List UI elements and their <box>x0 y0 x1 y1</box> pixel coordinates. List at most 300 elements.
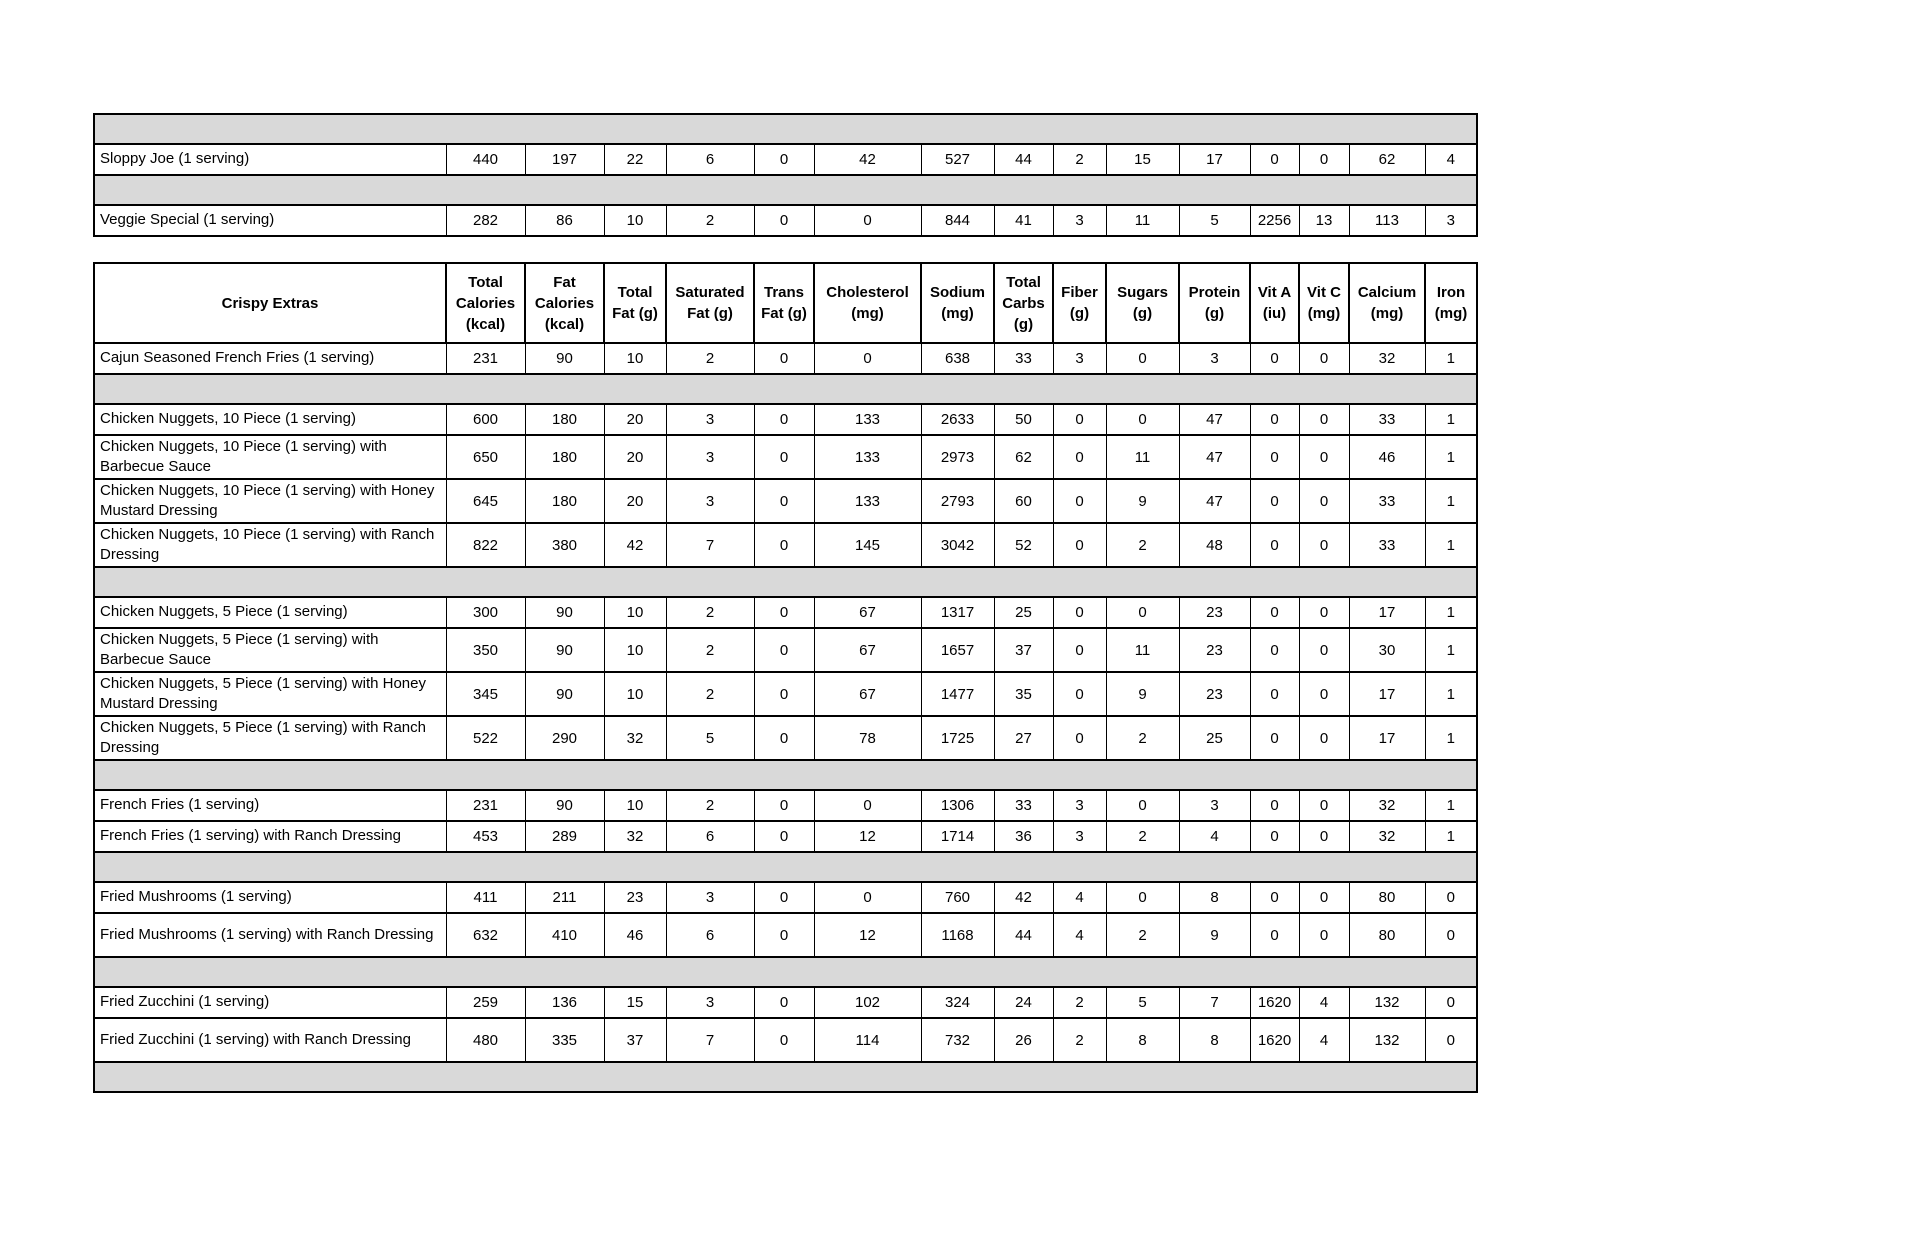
nutrition-value-cell: 46 <box>604 913 666 957</box>
nutrition-value-cell: 2793 <box>921 479 994 523</box>
nutrition-value-cell: 0 <box>754 404 814 435</box>
nutrition-value-cell: 2 <box>1106 821 1179 852</box>
nutrition-value-cell: 10 <box>604 343 666 374</box>
nutrition-value-cell: 37 <box>604 1018 666 1062</box>
nutrition-value-cell: 6 <box>666 913 754 957</box>
nutrition-value-cell: 1 <box>1425 821 1477 852</box>
nutrition-value-cell: 760 <box>921 882 994 913</box>
table-row <box>94 479 1477 523</box>
nutrition-value-cell: 732 <box>921 1018 994 1062</box>
nutrition-value-cell: 9 <box>1179 913 1250 957</box>
nutrition-value-cell: 1 <box>1425 628 1477 672</box>
nutrition-value-cell: 0 <box>1299 672 1349 716</box>
nutrition-value-cell: 0 <box>1425 987 1477 1018</box>
nutrition-value-cell: 30 <box>1349 628 1425 672</box>
nutrition-value-cell: 0 <box>1299 790 1349 821</box>
nutrition-value-cell: 410 <box>525 913 604 957</box>
nutrition-value-cell: 0 <box>1250 913 1299 957</box>
table-row <box>94 716 1477 760</box>
nutrition-value-cell: 33 <box>994 790 1053 821</box>
nutrition-value-cell: 2 <box>1106 716 1179 760</box>
nutrition-value-cell: 0 <box>754 205 814 236</box>
nutrition-value-cell: 0 <box>1250 597 1299 628</box>
nutrition-value-cell: 645 <box>446 479 525 523</box>
nutrition-value-cell: 44 <box>994 913 1053 957</box>
nutrition-value-cell: 0 <box>1053 628 1106 672</box>
nutrition-value-cell: 180 <box>525 479 604 523</box>
spacer-row <box>94 760 1477 790</box>
table-row <box>94 1018 1477 1062</box>
nutrition-value-cell: 0 <box>1106 343 1179 374</box>
spacer-row <box>94 957 1477 987</box>
nutrition-value-cell: 0 <box>1425 913 1477 957</box>
nutrition-value-cell: 0 <box>1299 435 1349 479</box>
nutrition-value-cell: 0 <box>754 882 814 913</box>
spacer-cell <box>94 760 1477 790</box>
nutrition-value-cell: 0 <box>1250 821 1299 852</box>
nutrition-value-cell: 289 <box>525 821 604 852</box>
nutrition-value-cell: 17 <box>1349 672 1425 716</box>
nutrition-value-cell: 0 <box>1053 716 1106 760</box>
nutrition-value-cell: 2 <box>1106 523 1179 567</box>
table-row <box>94 672 1477 716</box>
nutrition-value-cell: 23 <box>1179 628 1250 672</box>
nutrition-value-cell: 32 <box>604 821 666 852</box>
nutrition-value-cell: 0 <box>1299 821 1349 852</box>
nutrition-value-cell: 17 <box>1349 716 1425 760</box>
nutrition-value-cell: 0 <box>1299 144 1349 175</box>
item-name-cell: Chicken Nuggets, 5 Piece (1 serving) with Barbecue Sauce <box>94 628 446 672</box>
nutrition-value-cell: 24 <box>994 987 1053 1018</box>
column-header: Calcium (mg) <box>1349 263 1425 343</box>
table-row <box>94 628 1477 672</box>
nutrition-value-cell: 20 <box>604 404 666 435</box>
nutrition-value-cell: 1 <box>1425 343 1477 374</box>
nutrition-value-cell: 6 <box>666 144 754 175</box>
table-title: Crispy Extras <box>94 263 446 343</box>
nutrition-value-cell: 0 <box>1053 435 1106 479</box>
nutrition-value-cell: 0 <box>1250 404 1299 435</box>
nutrition-value-cell: 282 <box>446 205 525 236</box>
nutrition-value-cell: 1725 <box>921 716 994 760</box>
nutrition-value-cell: 33 <box>1349 404 1425 435</box>
nutrition-value-cell: 32 <box>1349 343 1425 374</box>
nutrition-value-cell: 10 <box>604 597 666 628</box>
nutrition-value-cell: 33 <box>1349 523 1425 567</box>
nutrition-value-cell: 3 <box>666 404 754 435</box>
nutrition-value-cell: 7 <box>666 1018 754 1062</box>
item-name-cell: Chicken Nuggets, 5 Piece (1 serving) with Honey Mustard Dressing <box>94 672 446 716</box>
nutrition-value-cell: 2633 <box>921 404 994 435</box>
column-header: Sodium (mg) <box>921 263 994 343</box>
nutrition-value-cell: 47 <box>1179 435 1250 479</box>
nutrition-value-cell: 324 <box>921 987 994 1018</box>
item-name-cell: Chicken Nuggets, 10 Piece (1 serving) with Ranch Dressing <box>94 523 446 567</box>
nutrition-value-cell: 0 <box>1250 479 1299 523</box>
nutrition-value-cell: 90 <box>525 628 604 672</box>
nutrition-value-cell: 0 <box>1250 435 1299 479</box>
nutrition-value-cell: 0 <box>754 435 814 479</box>
nutrition-value-cell: 3 <box>1179 343 1250 374</box>
nutrition-value-cell: 80 <box>1349 913 1425 957</box>
nutrition-value-cell: 2 <box>666 672 754 716</box>
nutrition-value-cell: 1317 <box>921 597 994 628</box>
nutrition-value-cell: 0 <box>1299 628 1349 672</box>
table-row <box>94 821 1477 852</box>
table-row <box>94 523 1477 567</box>
nutrition-value-cell: 3 <box>1053 790 1106 821</box>
nutrition-value-cell: 113 <box>1349 205 1425 236</box>
nutrition-value-cell: 102 <box>814 987 921 1018</box>
column-header: Fat Calories (kcal) <box>525 263 604 343</box>
nutrition-value-cell: 67 <box>814 628 921 672</box>
item-name-cell: Chicken Nuggets, 10 Piece (1 serving) with Honey Mustard Dressing <box>94 479 446 523</box>
nutrition-value-cell: 90 <box>525 597 604 628</box>
nutrition-value-cell: 1620 <box>1250 1018 1299 1062</box>
nutrition-value-cell: 37 <box>994 628 1053 672</box>
nutrition-value-cell: 25 <box>1179 716 1250 760</box>
nutrition-value-cell: 335 <box>525 1018 604 1062</box>
nutrition-value-cell: 4 <box>1299 987 1349 1018</box>
nutrition-value-cell: 42 <box>814 144 921 175</box>
nutrition-value-cell: 1 <box>1425 435 1477 479</box>
spacer-cell <box>94 175 1477 205</box>
nutrition-value-cell: 290 <box>525 716 604 760</box>
item-name-cell: Sloppy Joe (1 serving) <box>94 144 446 175</box>
column-header: Cholesterol (mg) <box>814 263 921 343</box>
nutrition-value-cell: 4 <box>1053 882 1106 913</box>
nutrition-value-cell: 1 <box>1425 404 1477 435</box>
nutrition-value-cell: 12 <box>814 913 921 957</box>
nutrition-value-cell: 2973 <box>921 435 994 479</box>
nutrition-value-cell: 300 <box>446 597 525 628</box>
nutrition-value-cell: 0 <box>1053 597 1106 628</box>
nutrition-value-cell: 62 <box>994 435 1053 479</box>
nutrition-value-cell: 36 <box>994 821 1053 852</box>
table-row <box>94 987 1477 1018</box>
table-row <box>94 913 1477 957</box>
nutrition-value-cell: 632 <box>446 913 525 957</box>
nutrition-value-cell: 0 <box>754 479 814 523</box>
crispy-extras-table-body <box>94 343 1477 1092</box>
nutrition-value-cell: 90 <box>525 790 604 821</box>
nutrition-value-cell: 60 <box>994 479 1053 523</box>
nutrition-value-cell: 145 <box>814 523 921 567</box>
nutrition-value-cell: 46 <box>1349 435 1425 479</box>
table-row <box>94 205 1477 236</box>
nutrition-value-cell: 86 <box>525 205 604 236</box>
nutrition-value-cell: 180 <box>525 435 604 479</box>
nutrition-value-cell: 15 <box>1106 144 1179 175</box>
nutrition-value-cell: 3 <box>666 987 754 1018</box>
spacer-row <box>94 1062 1477 1092</box>
nutrition-value-cell: 0 <box>754 913 814 957</box>
nutrition-value-cell: 259 <box>446 987 525 1018</box>
nutrition-value-cell: 8 <box>1179 1018 1250 1062</box>
column-header: Sugars (g) <box>1106 263 1179 343</box>
nutrition-value-cell: 48 <box>1179 523 1250 567</box>
spacer-cell <box>94 1062 1477 1092</box>
nutrition-value-cell: 6 <box>666 821 754 852</box>
column-header: Trans Fat (g) <box>754 263 814 343</box>
nutrition-value-cell: 11 <box>1106 205 1179 236</box>
nutrition-value-cell: 650 <box>446 435 525 479</box>
column-header: Saturated Fat (g) <box>666 263 754 343</box>
nutrition-value-cell: 0 <box>1425 882 1477 913</box>
item-name-cell: Fried Zucchini (1 serving) with Ranch Dressing <box>94 1018 446 1062</box>
nutrition-value-cell: 50 <box>994 404 1053 435</box>
nutrition-value-cell: 1657 <box>921 628 994 672</box>
nutrition-value-cell: 3 <box>1425 205 1477 236</box>
nutrition-value-cell: 440 <box>446 144 525 175</box>
nutrition-value-cell: 11 <box>1106 435 1179 479</box>
spacer-cell <box>94 957 1477 987</box>
nutrition-value-cell: 1168 <box>921 913 994 957</box>
nutrition-value-cell: 8 <box>1106 1018 1179 1062</box>
nutrition-value-cell: 0 <box>814 343 921 374</box>
nutrition-value-cell: 5 <box>1179 205 1250 236</box>
nutrition-value-cell: 3 <box>1179 790 1250 821</box>
nutrition-value-cell: 67 <box>814 672 921 716</box>
nutrition-value-cell: 10 <box>604 628 666 672</box>
nutrition-value-cell: 33 <box>994 343 1053 374</box>
top-table-body <box>94 114 1477 236</box>
spacer-row <box>94 374 1477 404</box>
nutrition-value-cell: 231 <box>446 343 525 374</box>
nutrition-value-cell: 5 <box>1106 987 1179 1018</box>
nutrition-value-cell: 0 <box>1053 672 1106 716</box>
table-row <box>94 144 1477 175</box>
nutrition-value-cell: 0 <box>1250 523 1299 567</box>
nutrition-value-cell: 10 <box>604 205 666 236</box>
nutrition-value-cell: 0 <box>1250 716 1299 760</box>
item-name-cell: French Fries (1 serving) with Ranch Dressing <box>94 821 446 852</box>
nutrition-value-cell: 23 <box>1179 597 1250 628</box>
nutrition-value-cell: 62 <box>1349 144 1425 175</box>
spacer-row <box>94 567 1477 597</box>
nutrition-value-cell: 1 <box>1425 716 1477 760</box>
nutrition-value-cell: 0 <box>1299 523 1349 567</box>
item-name-cell: Fried Zucchini (1 serving) <box>94 987 446 1018</box>
nutrition-value-cell: 0 <box>1106 597 1179 628</box>
nutrition-value-cell: 23 <box>604 882 666 913</box>
nutrition-value-cell: 0 <box>754 523 814 567</box>
column-header: Vit A (iu) <box>1250 263 1299 343</box>
nutrition-value-cell: 2 <box>666 597 754 628</box>
nutrition-value-cell: 0 <box>754 144 814 175</box>
nutrition-value-cell: 114 <box>814 1018 921 1062</box>
nutrition-value-cell: 1 <box>1425 790 1477 821</box>
nutrition-value-cell: 10 <box>604 790 666 821</box>
nutrition-value-cell: 132 <box>1349 1018 1425 1062</box>
crispy-extras-header <box>94 263 1477 343</box>
nutrition-value-cell: 4 <box>1179 821 1250 852</box>
nutrition-value-cell: 11 <box>1106 628 1179 672</box>
nutrition-value-cell: 1477 <box>921 672 994 716</box>
item-name-cell: Chicken Nuggets, 5 Piece (1 serving) <box>94 597 446 628</box>
nutrition-value-cell: 350 <box>446 628 525 672</box>
spacer-cell <box>94 114 1477 144</box>
nutrition-value-cell: 480 <box>446 1018 525 1062</box>
nutrition-value-cell: 4 <box>1053 913 1106 957</box>
nutrition-value-cell: 5 <box>666 716 754 760</box>
nutrition-value-cell: 0 <box>754 716 814 760</box>
nutrition-value-cell: 42 <box>604 523 666 567</box>
nutrition-value-cell: 197 <box>525 144 604 175</box>
nutrition-value-cell: 0 <box>1299 716 1349 760</box>
nutrition-value-cell: 2 <box>1106 913 1179 957</box>
nutrition-value-cell: 4 <box>1425 144 1477 175</box>
column-header: Total Carbs (g) <box>994 263 1053 343</box>
nutrition-value-cell: 2 <box>1053 144 1106 175</box>
nutrition-value-cell: 10 <box>604 672 666 716</box>
item-name-cell: Chicken Nuggets, 10 Piece (1 serving) with Barbecue Sauce <box>94 435 446 479</box>
nutrition-value-cell: 0 <box>1425 1018 1477 1062</box>
nutrition-value-cell: 25 <box>994 597 1053 628</box>
nutrition-value-cell: 0 <box>754 628 814 672</box>
spacer-row <box>94 114 1477 144</box>
nutrition-value-cell: 26 <box>994 1018 1053 1062</box>
table-row <box>94 435 1477 479</box>
nutrition-value-cell: 1 <box>1425 672 1477 716</box>
nutrition-value-cell: 453 <box>446 821 525 852</box>
nutrition-value-cell: 0 <box>1299 597 1349 628</box>
item-name-cell: French Fries (1 serving) <box>94 790 446 821</box>
nutrition-value-cell: 22 <box>604 144 666 175</box>
nutrition-value-cell: 2 <box>666 628 754 672</box>
nutrition-value-cell: 132 <box>1349 987 1425 1018</box>
nutrition-value-cell: 133 <box>814 479 921 523</box>
table-row <box>94 343 1477 374</box>
nutrition-value-cell: 23 <box>1179 672 1250 716</box>
spacer-cell <box>94 852 1477 882</box>
nutrition-value-cell: 0 <box>1053 479 1106 523</box>
nutrition-value-cell: 522 <box>446 716 525 760</box>
nutrition-value-cell: 527 <box>921 144 994 175</box>
nutrition-value-cell: 17 <box>1179 144 1250 175</box>
nutrition-value-cell: 844 <box>921 205 994 236</box>
nutrition-value-cell: 0 <box>1250 628 1299 672</box>
nutrition-value-cell: 3 <box>666 882 754 913</box>
nutrition-value-cell: 90 <box>525 343 604 374</box>
nutrition-value-cell: 0 <box>754 821 814 852</box>
nutrition-value-cell: 133 <box>814 435 921 479</box>
nutrition-value-cell: 7 <box>1179 987 1250 1018</box>
nutrition-value-cell: 3 <box>666 479 754 523</box>
nutrition-value-cell: 411 <box>446 882 525 913</box>
column-header: Total Fat (g) <box>604 263 666 343</box>
nutrition-value-cell: 0 <box>754 597 814 628</box>
nutrition-value-cell: 17 <box>1349 597 1425 628</box>
nutrition-value-cell: 20 <box>604 435 666 479</box>
nutrition-value-cell: 380 <box>525 523 604 567</box>
nutrition-value-cell: 600 <box>446 404 525 435</box>
table-row <box>94 597 1477 628</box>
nutrition-value-cell: 4 <box>1299 1018 1349 1062</box>
item-name-cell: Chicken Nuggets, 10 Piece (1 serving) <box>94 404 446 435</box>
nutrition-value-cell: 0 <box>1250 790 1299 821</box>
nutrition-value-cell: 47 <box>1179 404 1250 435</box>
column-header: Protein (g) <box>1179 263 1250 343</box>
nutrition-value-cell: 0 <box>754 1018 814 1062</box>
column-header: Total Calories (kcal) <box>446 263 525 343</box>
item-name-cell: Veggie Special (1 serving) <box>94 205 446 236</box>
nutrition-value-cell: 32 <box>1349 790 1425 821</box>
nutrition-value-cell: 0 <box>1250 882 1299 913</box>
nutrition-value-cell: 0 <box>1250 672 1299 716</box>
nutrition-value-cell: 0 <box>814 882 921 913</box>
nutrition-value-cell: 0 <box>1299 913 1349 957</box>
nutrition-value-cell: 2 <box>666 343 754 374</box>
nutrition-value-cell: 0 <box>1053 523 1106 567</box>
column-header: Vit C (mg) <box>1299 263 1349 343</box>
nutrition-value-cell: 35 <box>994 672 1053 716</box>
nutrition-value-cell: 0 <box>754 790 814 821</box>
nutrition-value-cell: 8 <box>1179 882 1250 913</box>
nutrition-value-cell: 1714 <box>921 821 994 852</box>
nutrition-value-cell: 0 <box>814 790 921 821</box>
nutrition-value-cell: 9 <box>1106 672 1179 716</box>
item-name-cell: Fried Mushrooms (1 serving) <box>94 882 446 913</box>
item-name-cell: Fried Mushrooms (1 serving) with Ranch Dressing <box>94 913 446 957</box>
nutrition-value-cell: 67 <box>814 597 921 628</box>
nutrition-value-cell: 3 <box>1053 205 1106 236</box>
spacer-cell <box>94 567 1477 597</box>
menu-items-table-fragment <box>93 113 1478 237</box>
nutrition-value-cell: 0 <box>814 205 921 236</box>
nutrition-value-cell: 0 <box>754 343 814 374</box>
header-row <box>94 263 1477 343</box>
nutrition-value-cell: 9 <box>1106 479 1179 523</box>
nutrition-value-cell: 0 <box>1106 882 1179 913</box>
nutrition-value-cell: 41 <box>994 205 1053 236</box>
nutrition-value-cell: 638 <box>921 343 994 374</box>
nutrition-value-cell: 90 <box>525 672 604 716</box>
nutrition-value-cell: 20 <box>604 479 666 523</box>
nutrition-value-cell: 2256 <box>1250 205 1299 236</box>
nutrition-value-cell: 13 <box>1299 205 1349 236</box>
nutrition-value-cell: 80 <box>1349 882 1425 913</box>
nutrition-value-cell: 2 <box>666 790 754 821</box>
nutrition-value-cell: 0 <box>1250 144 1299 175</box>
nutrition-value-cell: 345 <box>446 672 525 716</box>
crispy-extras-table <box>93 262 1478 1093</box>
nutrition-value-cell: 27 <box>994 716 1053 760</box>
nutrition-value-cell: 231 <box>446 790 525 821</box>
column-header: Fiber (g) <box>1053 263 1106 343</box>
nutrition-value-cell: 2 <box>1053 987 1106 1018</box>
nutrition-value-cell: 0 <box>1250 343 1299 374</box>
nutrition-value-cell: 136 <box>525 987 604 1018</box>
nutrition-value-cell: 180 <box>525 404 604 435</box>
nutrition-value-cell: 822 <box>446 523 525 567</box>
nutrition-value-cell: 3 <box>666 435 754 479</box>
nutrition-value-cell: 2 <box>666 205 754 236</box>
column-header: Iron (mg) <box>1425 263 1477 343</box>
nutrition-value-cell: 42 <box>994 882 1053 913</box>
table-row <box>94 404 1477 435</box>
nutrition-value-cell: 44 <box>994 144 1053 175</box>
nutrition-value-cell: 0 <box>1106 790 1179 821</box>
nutrition-value-cell: 7 <box>666 523 754 567</box>
nutrition-value-cell: 3 <box>1053 821 1106 852</box>
item-name-cell: Cajun Seasoned French Fries (1 serving) <box>94 343 446 374</box>
nutrition-value-cell: 3 <box>1053 343 1106 374</box>
nutrition-value-cell: 0 <box>1053 404 1106 435</box>
nutrition-value-cell: 32 <box>604 716 666 760</box>
nutrition-value-cell: 0 <box>1299 479 1349 523</box>
nutrition-value-cell: 0 <box>1106 404 1179 435</box>
